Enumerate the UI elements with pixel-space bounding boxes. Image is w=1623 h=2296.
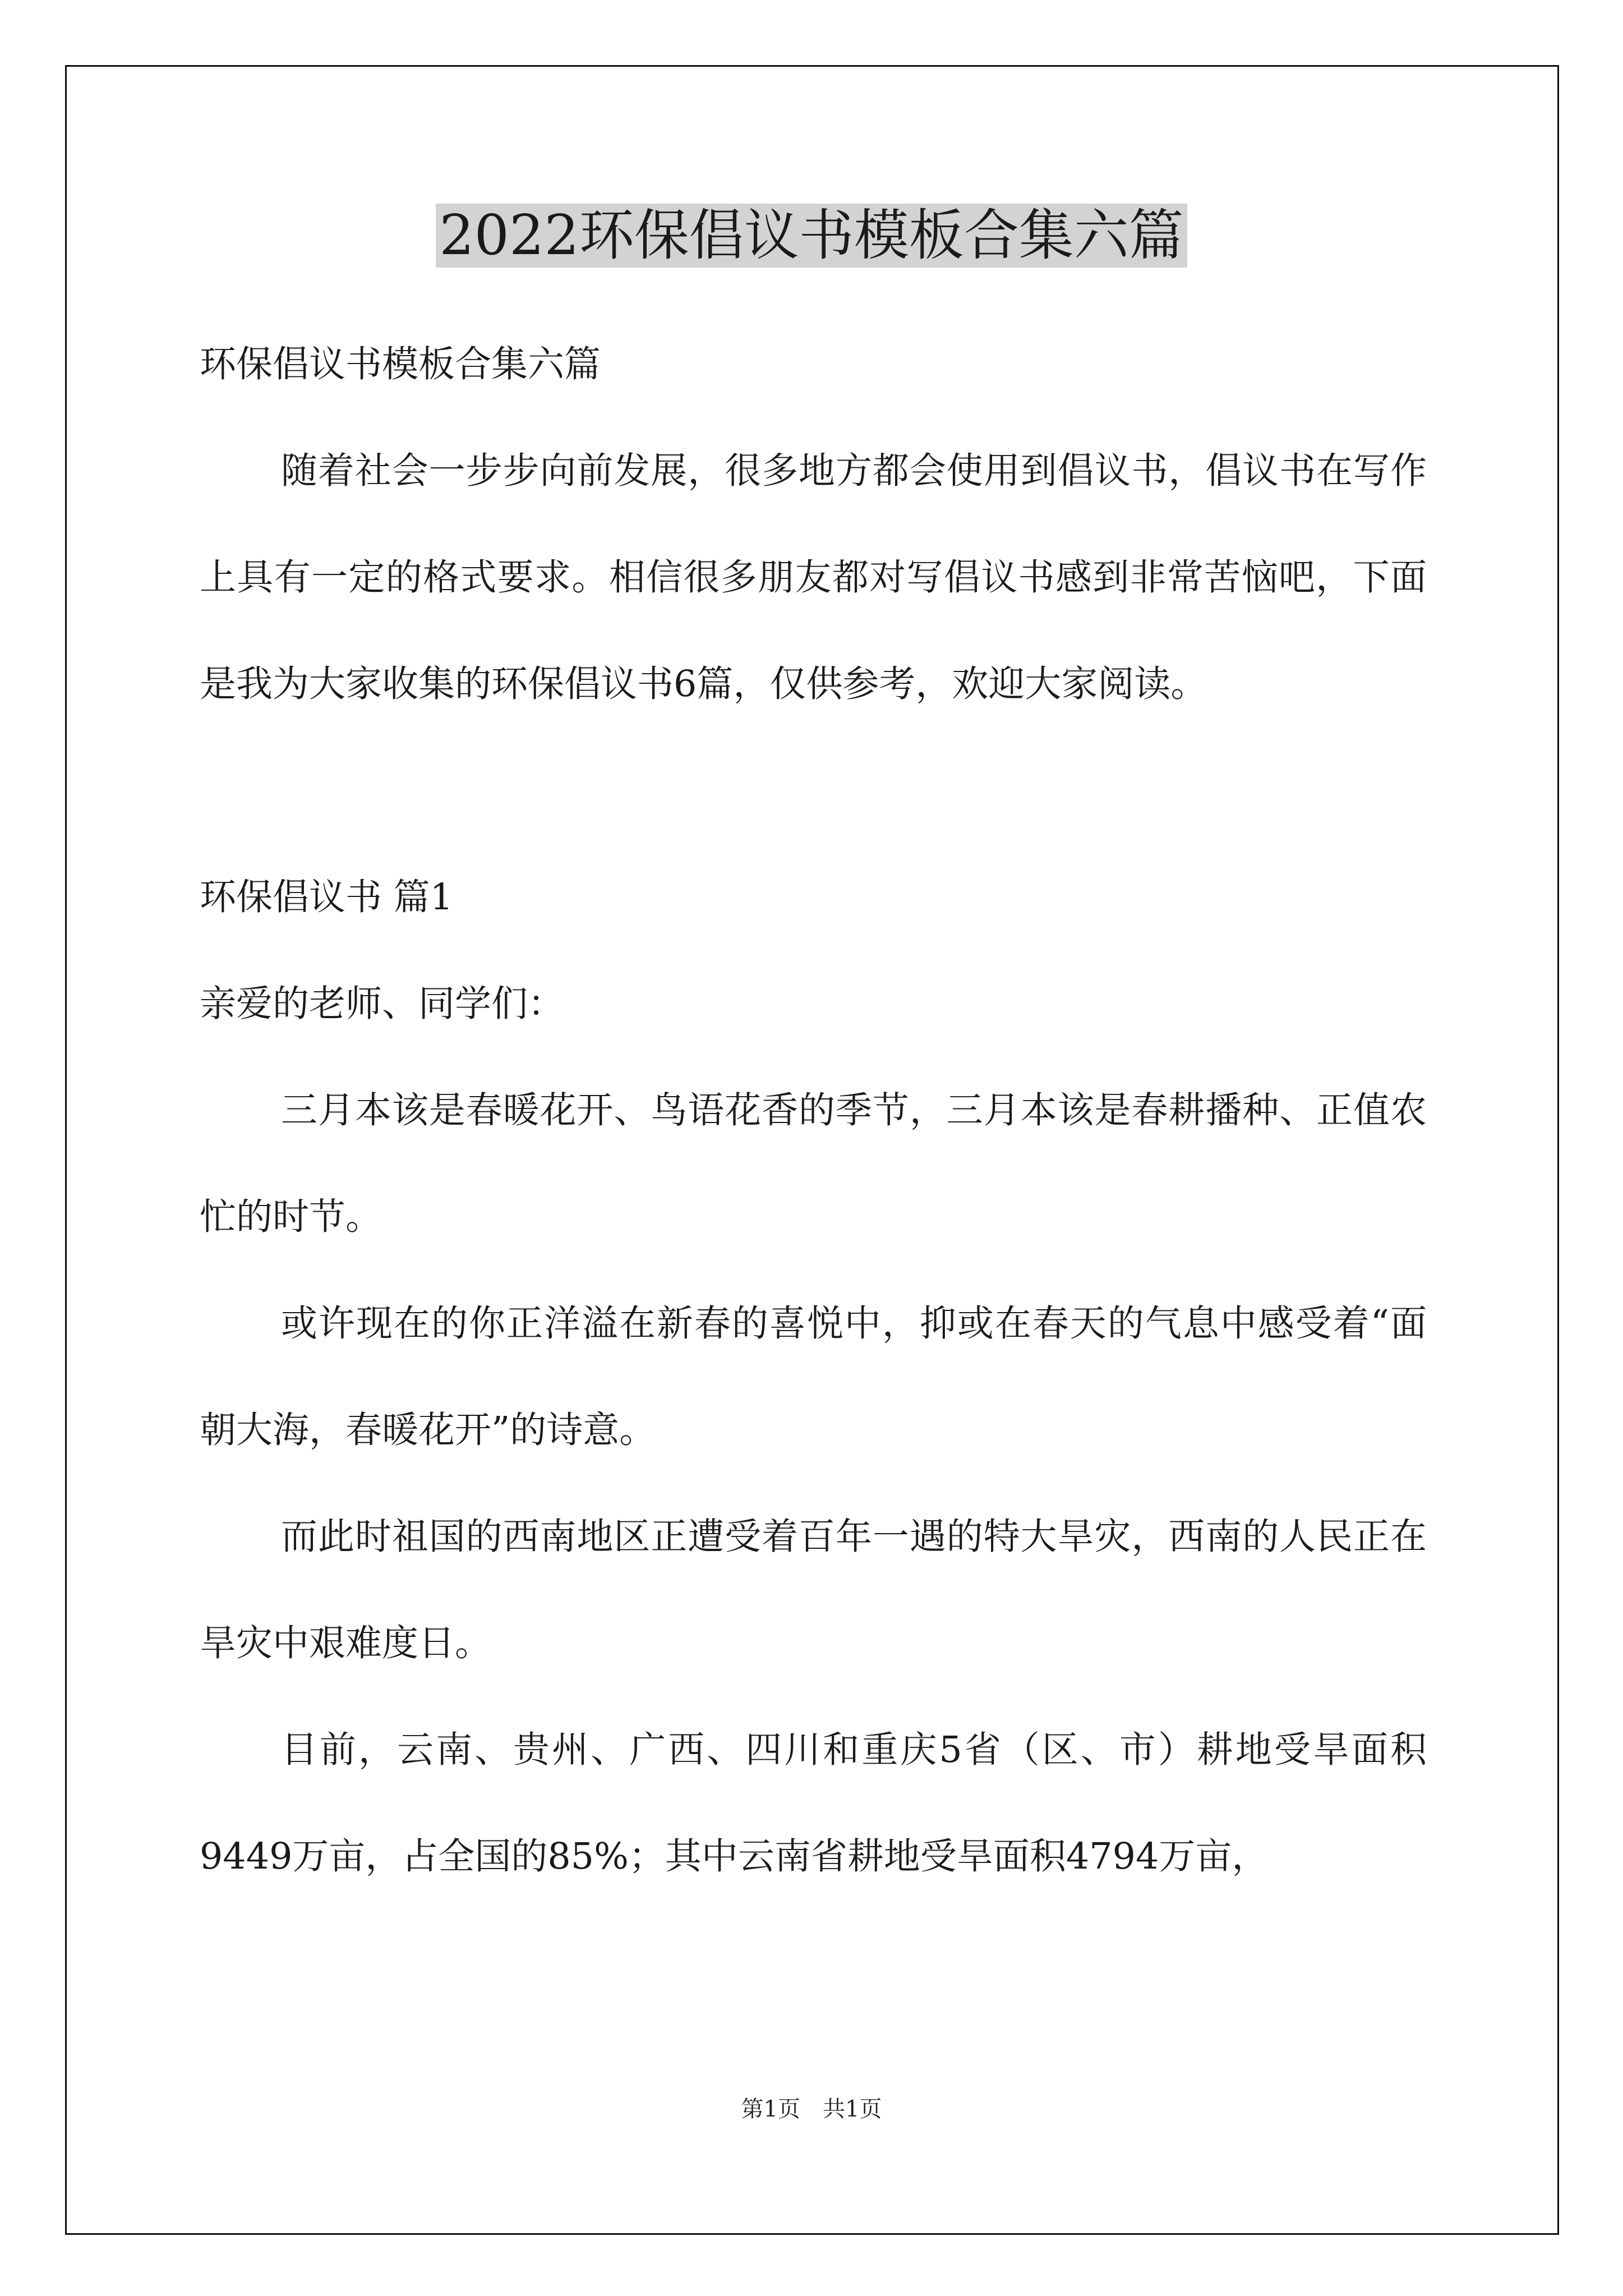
salutation: 亲爱的老师、同学们：: [200, 983, 565, 1025]
body-paragraph: 目前，云南、贵州、广西、四川和重庆5省（区、市）耕地受旱面积9449万亩，占全国的85%；其中云南省耕地受旱面积4794万亩，: [200, 1729, 1427, 1878]
document-subtitle: 环保倡议书模板合集六篇: [200, 343, 601, 385]
page-footer: [0, 2092, 1623, 2126]
document-body: [200, 311, 1427, 1910]
document-title-text: 2022环保倡议书模板合集六篇: [436, 204, 1187, 268]
paragraph-spacer: [200, 738, 1427, 844]
page-number: 第1页 共1页: [741, 2096, 882, 2122]
body-paragraph: 或许现在的你正洋溢在新春的喜悦中，抑或在春天的气息中感受着“面朝大海，春暖花开”的诗意。: [200, 1303, 1427, 1451]
intro-paragraph: 随着社会一步步向前发展，很多地方都会使用到倡议书，倡议书在写作上具有一定的格式要求。相信很多朋友都对写倡议书感到非常苦恼吧，下面是我为大家收集的环保倡议书6篇，仅供参考，欢迎大家阅读。: [200, 450, 1427, 705]
document-title: [0, 196, 1623, 275]
body-paragraph: 三月本该是春暖花开、鸟语花香的季节，三月本该是春耕播种、正值农忙的时节。: [200, 1089, 1427, 1238]
section-heading: 环保倡议书 篇1: [200, 876, 454, 918]
body-paragraph: 而此时祖国的西南地区正遭受着百年一遇的特大旱灾，西南的人民正在旱灾中艰难度日。: [200, 1516, 1427, 1664]
